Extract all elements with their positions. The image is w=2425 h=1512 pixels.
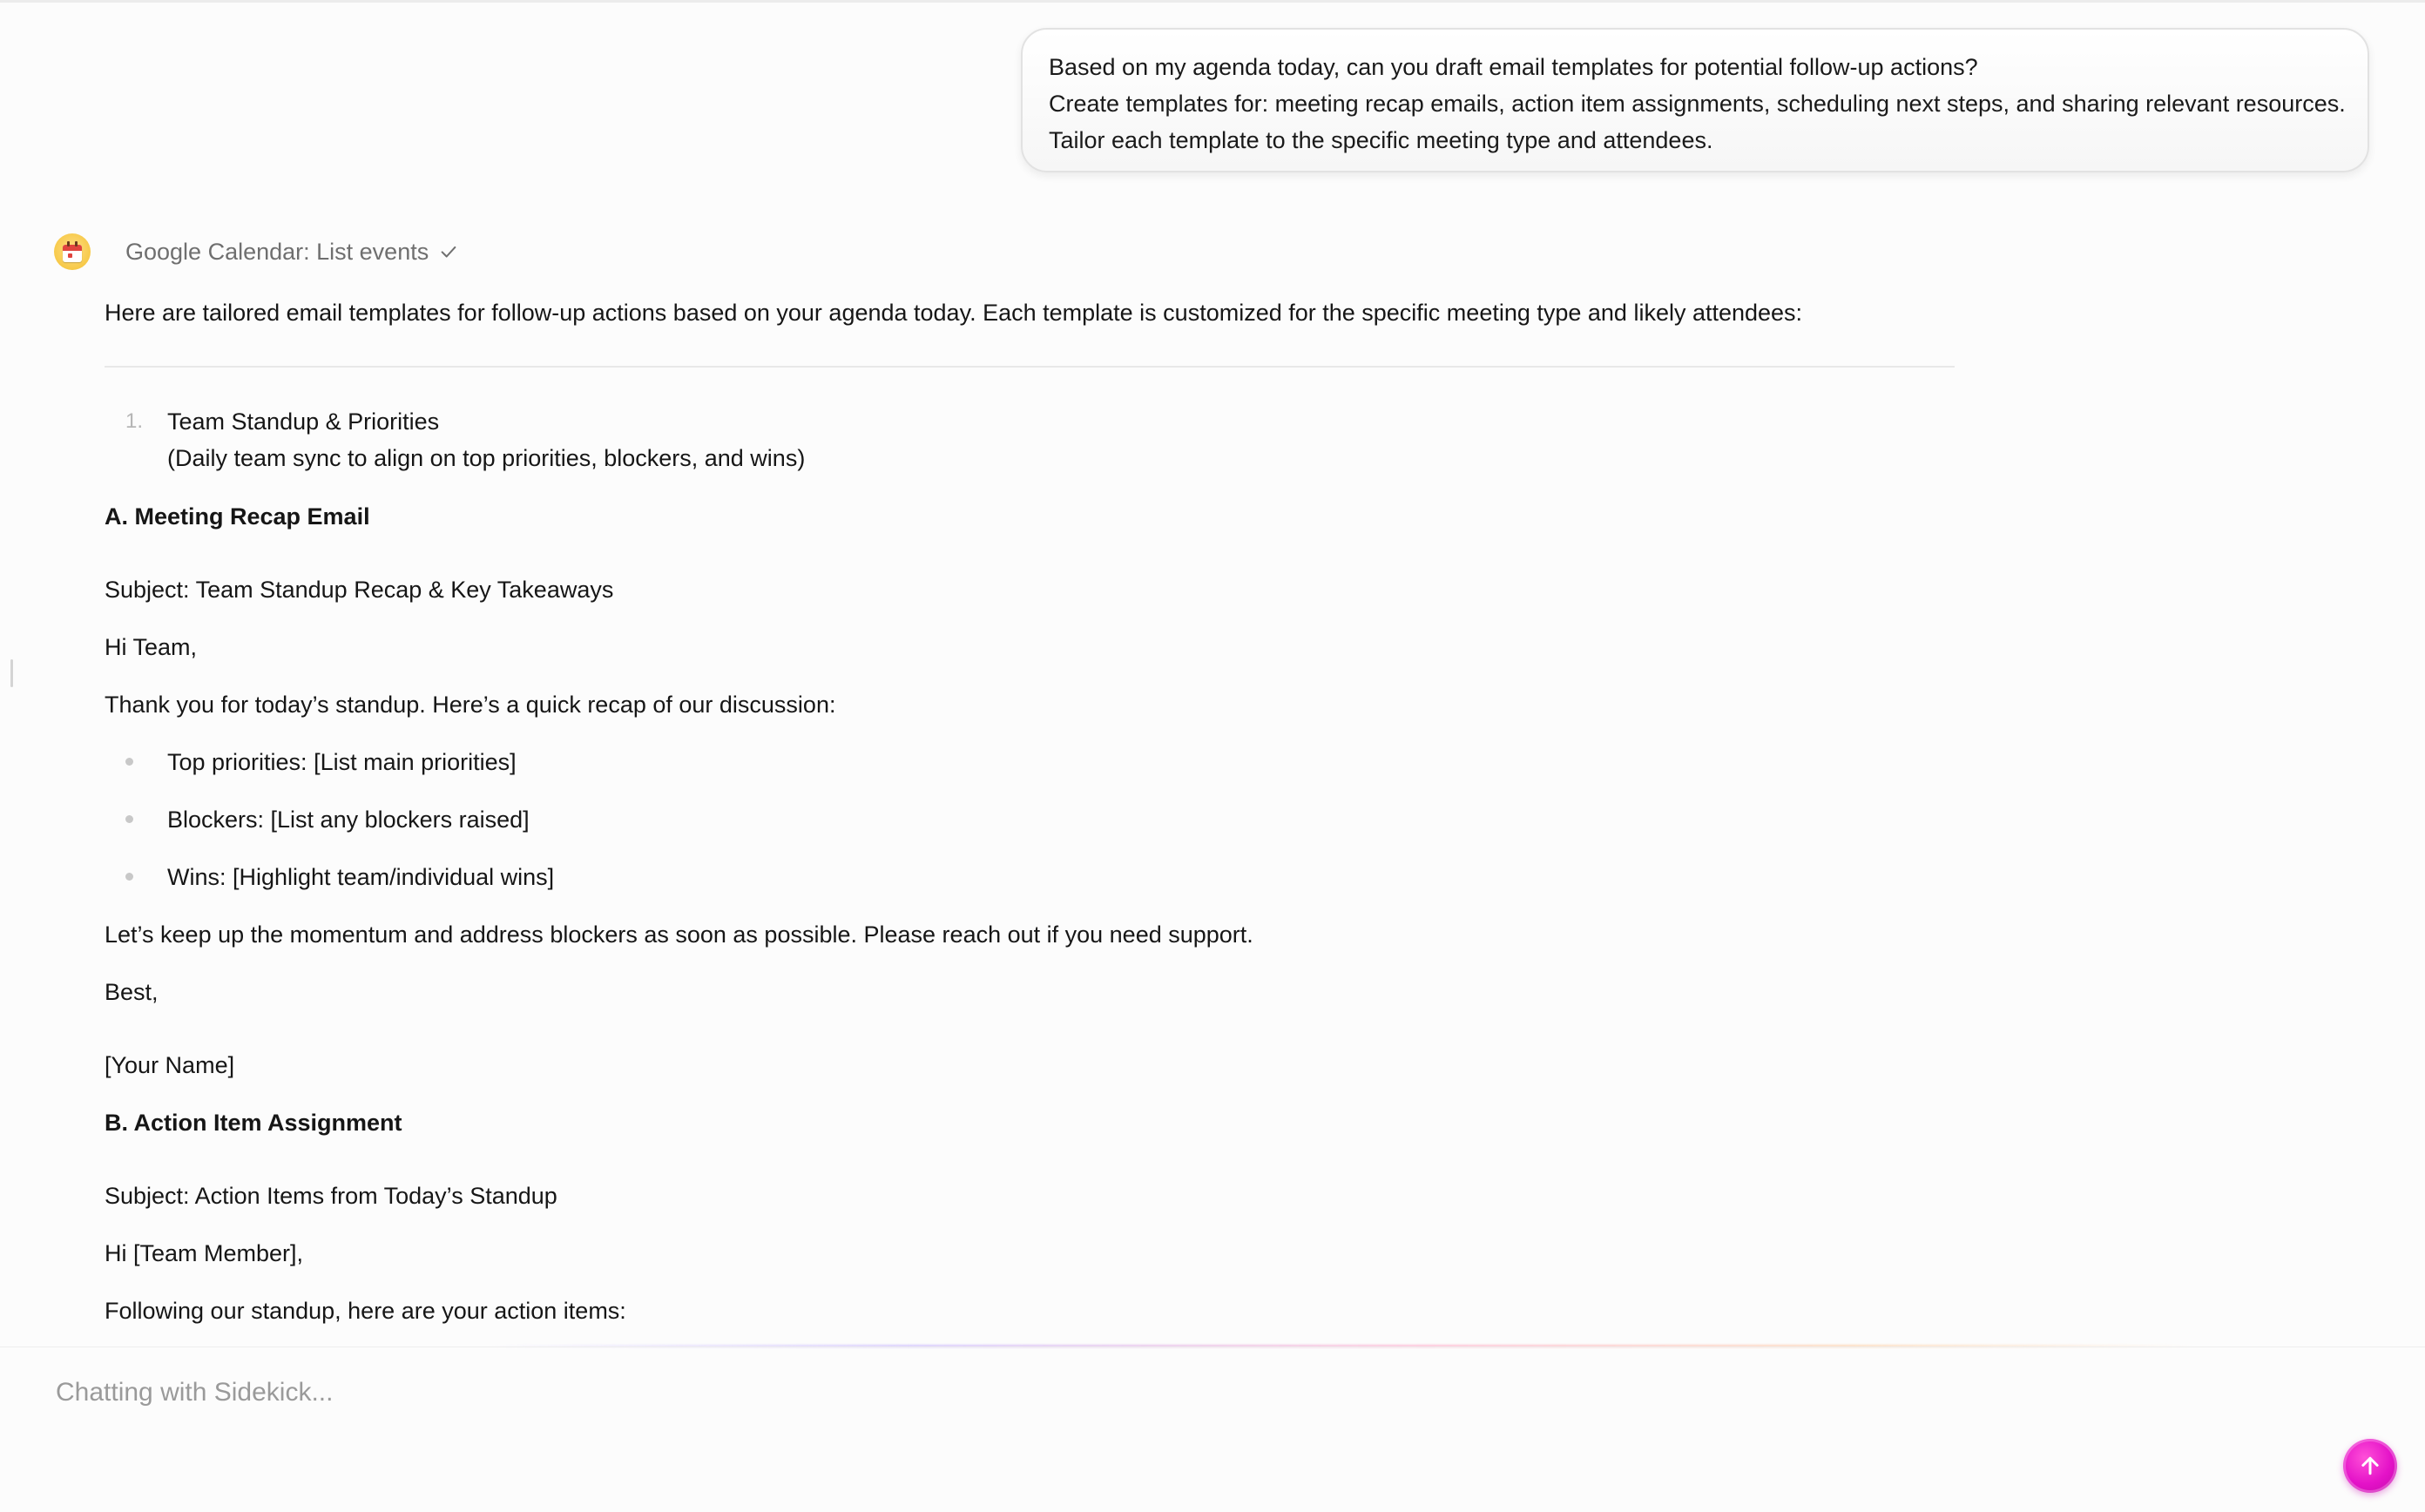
recap-subject: Subject: Team Standup Recap & Key Takeaways — [105, 577, 614, 603]
chat-input[interactable] — [56, 1371, 2303, 1414]
recap-heading: A. Meeting Recap Email — [105, 503, 370, 530]
action-items-greeting: Hi [Team Member], — [105, 1240, 304, 1266]
tool-call-label: Google Calendar: List events — [125, 238, 429, 265]
assistant-intro: Here are tailored email templates for follow-up actions based on your agenda today. Each template is customized for the specific meeting type and likely attendees: — [105, 300, 1803, 326]
composer — [0, 1345, 2425, 1512]
list-item: Top priorities: [List main priorities] — [167, 749, 517, 775]
check-icon — [439, 242, 458, 261]
list-item: Blockers: [List any blockers raised] — [167, 807, 530, 833]
user-message-line: Create templates for: meeting recap emails, action item assignments, scheduling next steps, and sharing relevant resources. — [1049, 91, 2346, 117]
bullet-dot — [125, 815, 133, 823]
recap-greeting: Hi Team, — [105, 634, 198, 660]
action-items-intro: Following our standup, here are your action items: — [105, 1298, 626, 1324]
recap-name: [Your Name] — [105, 1052, 235, 1078]
recap-closing: Let’s keep up the momentum and address blockers as soon as possible. Please reach out if you need support. — [105, 921, 1253, 948]
action-items-heading: B. Action Item Assignment — [105, 1110, 402, 1136]
user-message-line: Tailor each template to the specific meeting type and attendees. — [1049, 127, 1713, 153]
meeting-description: (Daily team sync to align on top priorities, blockers, and wins) — [167, 445, 806, 471]
meeting-title: Team Standup & Priorities — [167, 408, 440, 435]
bullet-dot — [125, 873, 133, 881]
list-number: 1. — [125, 409, 144, 433]
list-item: Wins: [Highlight team/individual wins] — [167, 864, 555, 890]
bullet-dot — [125, 758, 133, 766]
recap-intro: Thank you for today’s standup. Here’s a quick recap of our discussion: — [105, 692, 836, 718]
calendar-icon — [54, 233, 91, 270]
sidebar-resize-handle[interactable] — [10, 659, 13, 687]
arrow-up-icon — [2357, 1453, 2383, 1479]
action-items-subject: Subject: Action Items from Today’s Standup — [105, 1183, 557, 1209]
user-message-bubble — [1021, 28, 2369, 172]
divider — [105, 366, 1955, 368]
recap-signoff: Best, — [105, 979, 159, 1005]
user-message-line: Based on my agenda today, can you draft email templates for potential follow-up actions? — [1049, 54, 1978, 80]
tool-call-row[interactable] — [54, 233, 458, 270]
send-button[interactable] — [2343, 1439, 2397, 1493]
